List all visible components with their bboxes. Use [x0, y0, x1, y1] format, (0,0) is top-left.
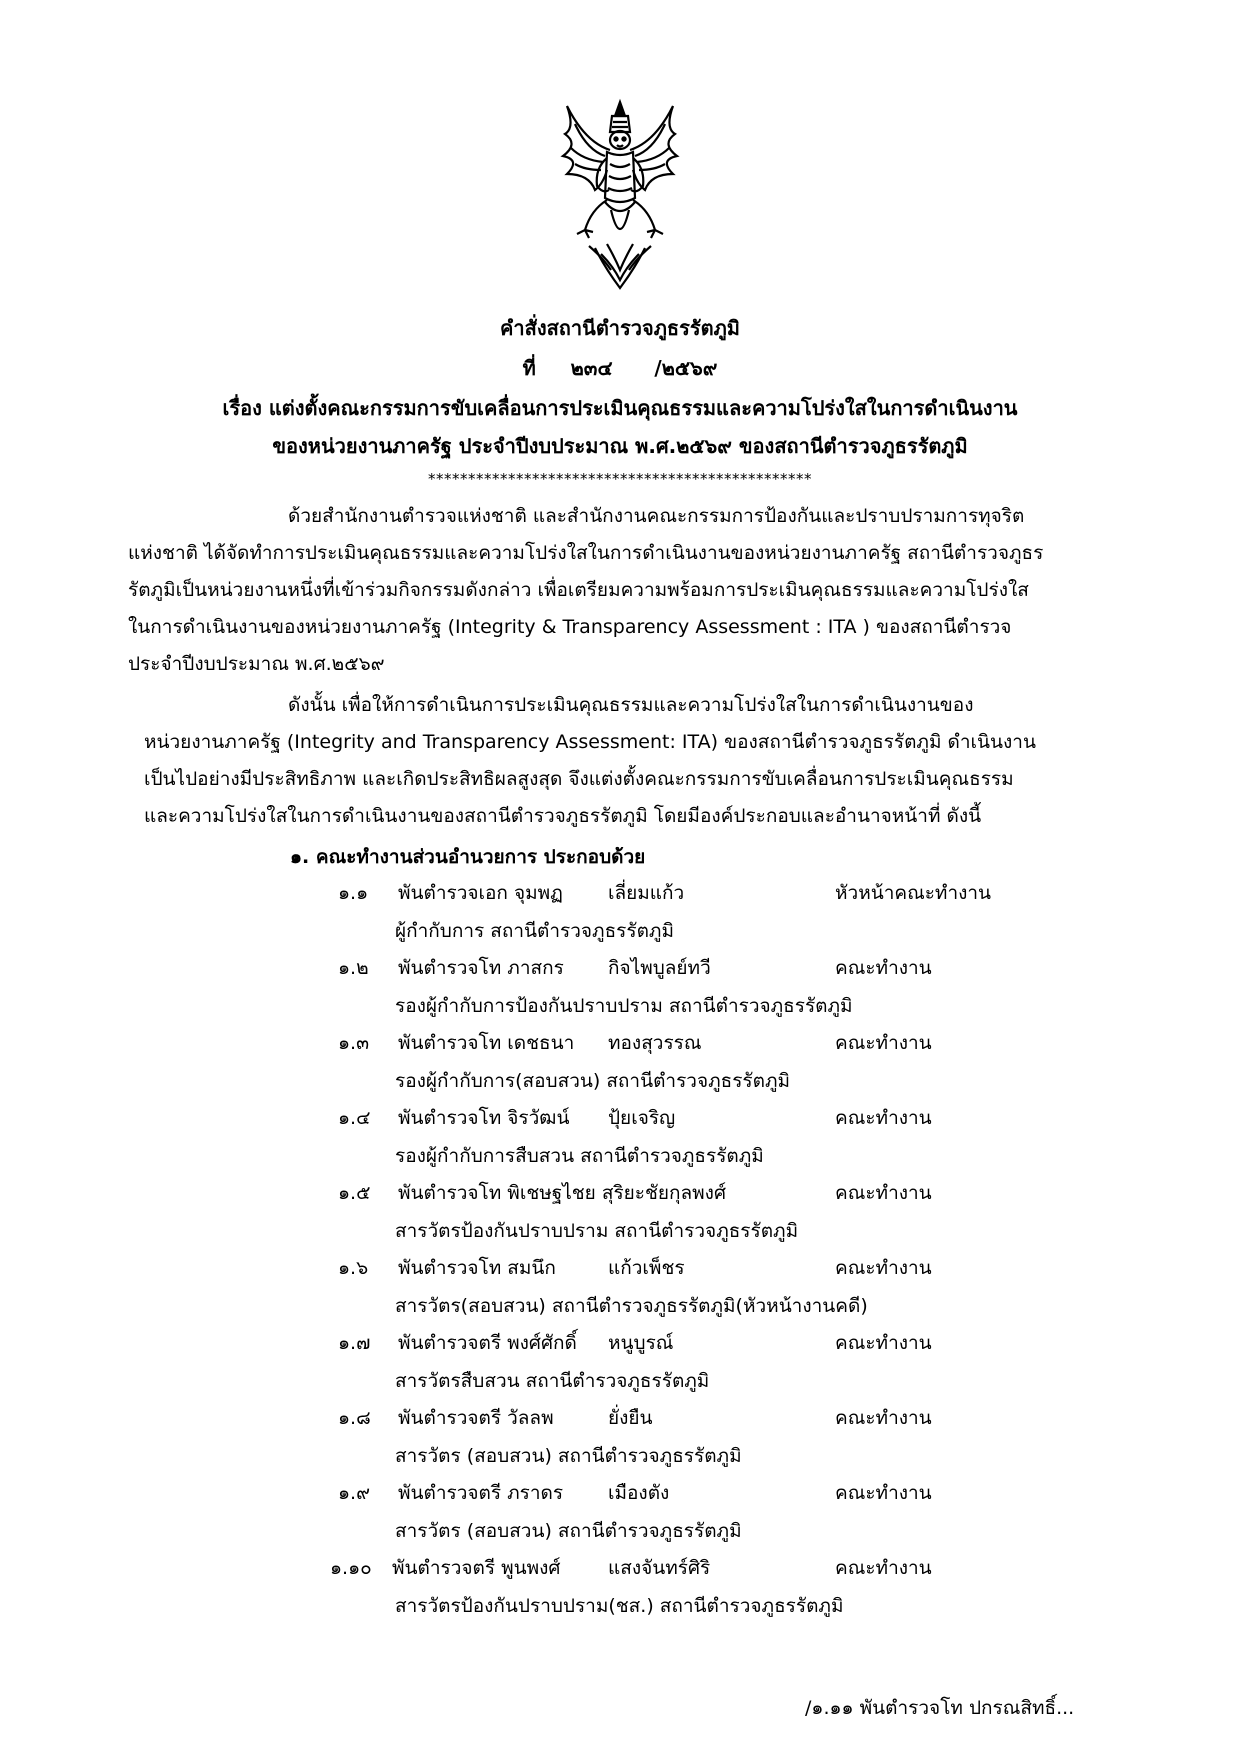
member-entry [0, 1478, 1240, 1554]
member-surname: ทองสุวรรณ [608, 1032, 702, 1054]
paragraph-line: หน่วยงานภาครัฐ (Integrity and Transparency Assessment: ITA) ของสถานีตำรวจภูธรรัตภูมิ ดำเนินงาน [144, 731, 1036, 753]
member-number: ๑.๔ [338, 1107, 371, 1129]
member-entry [0, 1253, 1240, 1329]
member-surname: เลี่ยมแก้ว [608, 882, 685, 904]
member-name: พันตำรวจเอก จุมพฏ [398, 882, 563, 904]
member-position: สารวัตรสืบสวน สถานีตำรวจภูธรรัตภูมิ [395, 1370, 710, 1392]
order-subject-line1: เรื่อง แต่งตั้งคณะกรรมการขับเคลื่อนการประเมินคุณธรรมและความโปร่งใสในการดำเนินงาน [222, 396, 1018, 420]
member-position: สารวัตร (สอบสวน) สถานีตำรวจภูธรรัตภูมิ [395, 1520, 742, 1542]
member-surname: ปุ้ยเจริญ [608, 1107, 676, 1129]
continuation-note: /๑.๑๑ พันตำรวจโท ปกรณสิทธิ์... [805, 1697, 1075, 1719]
member-surname: ยั่งยืน [608, 1407, 653, 1429]
member-name: พันตำรวจตรี พูนพงศ์ [392, 1557, 561, 1579]
member-number: ๑.๓ [338, 1032, 370, 1054]
member-role: คณะทำงาน [835, 957, 932, 979]
member-surname: แสงจันทร์ศิริ [608, 1557, 711, 1579]
order-title: คำสั่งสถานีตำรวจภูธรรัตภูมิ [500, 316, 740, 340]
paragraph-line: รัตภูมิเป็นหน่วยงานหนึ่งที่เข้าร่วมกิจกรรมดังกล่าว เพื่อเตรียมความพร้อมการประเมินคุณธรรมและความโปร่งใส [128, 579, 1029, 601]
member-surname: หนูบูรณ์ [608, 1332, 674, 1354]
member-role: คณะทำงาน [835, 1182, 932, 1204]
member-position: รองผู้กำกับการ(สอบสวน) สถานีตำรวจภูธรรัตภูมิ [395, 1070, 791, 1092]
member-role: คณะทำงาน [835, 1032, 932, 1054]
member-number: ๑.๑ [338, 882, 369, 904]
paragraph-line: ประจำปีงบประมาณ พ.ศ.๒๕๖๙ [128, 653, 385, 675]
paragraph-line: ดังนั้น เพื่อให้การดำเนินการประเมินคุณธรรมและความโปร่งใสในการดำเนินงานของ [288, 694, 974, 716]
member-position: รองผู้กำกับการป้องกันปราบปราม สถานีตำรวจภูธรรัตภูมิ [395, 995, 853, 1017]
member-position: สารวัตร(สอบสวน) สถานีตำรวจภูธรรัตภูมิ(หัวหน้างานคดี) [395, 1295, 868, 1317]
member-name: พันตำรวจโท สมนึก [398, 1257, 556, 1279]
paragraph-line: เป็นไปอย่างมีประสิทธิภาพ และเกิดประสิทธิผลสูงสุด จึงแต่งตั้งคณะกรรมการขับเคลื่อนการประเมินคุณธรรม [144, 768, 1014, 790]
member-entry [0, 1328, 1240, 1404]
member-entry [0, 953, 1240, 1029]
member-role: คณะทำงาน [835, 1257, 932, 1279]
paragraph-line: ในการดำเนินงานของหน่วยงานภาครัฐ (Integrity & Transparency Assessment : ITA ) ของสถานีตำรวจ [128, 616, 1012, 638]
member-surname: เมืองตัง [608, 1482, 670, 1504]
member-name: พันตำรวจโท ภาสกร [398, 957, 564, 979]
member-role: หัวหน้าคณะทำงาน [835, 882, 992, 904]
order-number-prefix: ที่ [522, 356, 536, 380]
separator-line: ************************************************ [428, 470, 812, 488]
member-name: พันตำรวจโท จิรวัฒน์ [398, 1107, 570, 1129]
member-entry [0, 1178, 1240, 1254]
paragraph-line: และความโปร่งใสในการดำเนินงานของสถานีตำรวจภูธรรัตภูมิ โดยมีองค์ประกอบและอำนาจหน้าที่ ดังนี้ [144, 805, 982, 827]
member-number: ๑.๗ [338, 1332, 371, 1354]
member-number: ๑.๑๐ [330, 1557, 372, 1579]
member-number: ๑.๘ [338, 1407, 371, 1429]
member-entry [0, 1028, 1240, 1104]
member-number: ๑.๕ [338, 1182, 371, 1204]
garuda-emblem-icon [555, 98, 685, 293]
order-year: /๒๕๖๙ [654, 356, 718, 380]
member-role: คณะทำงาน [835, 1332, 932, 1354]
order-number-line [0, 352, 1240, 384]
member-position: สารวัตรป้องกันปราบปราม สถานีตำรวจภูธรรัตภูมิ [395, 1220, 799, 1242]
member-surname: กิจไพบูลย์ทวี [608, 957, 711, 979]
section-heading: ๑. คณะทำงานส่วนอำนวยการ ประกอบด้วย [290, 846, 646, 868]
member-role: คณะทำงาน [835, 1482, 932, 1504]
member-position: สารวัตรป้องกันปราบปราม(ชส.) สถานีตำรวจภูธรรัตภูมิ [395, 1595, 844, 1617]
member-name: พันตำรวจตรี วัลลพ [398, 1407, 554, 1429]
paragraph-line: ด้วยสำนักงานตำรวจแห่งชาติ และสำนักงานคณะกรรมการป้องกันและปราบปรามการทุจริต [288, 505, 1025, 527]
paragraph-intro [128, 498, 1118, 683]
member-position: รองผู้กำกับการสืบสวน สถานีตำรวจภูธรรัตภูมิ [395, 1145, 764, 1167]
member-entry [0, 878, 1240, 954]
member-number: ๑.๙ [338, 1482, 371, 1504]
member-name: พันตำรวจโท เดชธนา [398, 1032, 575, 1054]
member-position: ผู้กำกับการ สถานีตำรวจภูธรรัตภูมิ [395, 920, 674, 942]
member-entry [0, 1403, 1240, 1479]
member-entry [0, 1103, 1240, 1179]
paragraph-line: แห่งชาติ ได้จัดทำการประเมินคุณธรรมและความโปร่งใสในการดำเนินงานของหน่วยงานภาครัฐ สถานีตำรวจภูธร [128, 542, 1044, 564]
member-entry [0, 1553, 1240, 1629]
member-number: ๑.๖ [338, 1257, 369, 1279]
member-role: คณะทำงาน [835, 1407, 932, 1429]
member-role: คณะทำงาน [835, 1557, 932, 1579]
member-role: คณะทำงาน [835, 1107, 932, 1129]
member-name: พันตำรวจตรี พงศ์ศักดิ์ [398, 1332, 577, 1354]
member-position: สารวัตร (สอบสวน) สถานีตำรวจภูธรรัตภูมิ [395, 1445, 742, 1467]
member-surname: แก้วเพ็ชร [608, 1257, 685, 1279]
member-number: ๑.๒ [338, 957, 369, 979]
order-subject-line2: ของหน่วยงานภาครัฐ ประจำปีงบประมาณ พ.ศ.๒๕๖๙ ของสถานีตำรวจภูธรรัตภูมิ [272, 434, 968, 458]
member-name: พันตำรวจตรี ภราดร [398, 1482, 564, 1504]
paragraph-resolution [128, 687, 1118, 835]
member-name: พันตำรวจโท พิเชษฐไชย สุริยะชัยกุลพงศ์ [398, 1182, 727, 1204]
order-number: ๒๓๔ [570, 356, 613, 380]
